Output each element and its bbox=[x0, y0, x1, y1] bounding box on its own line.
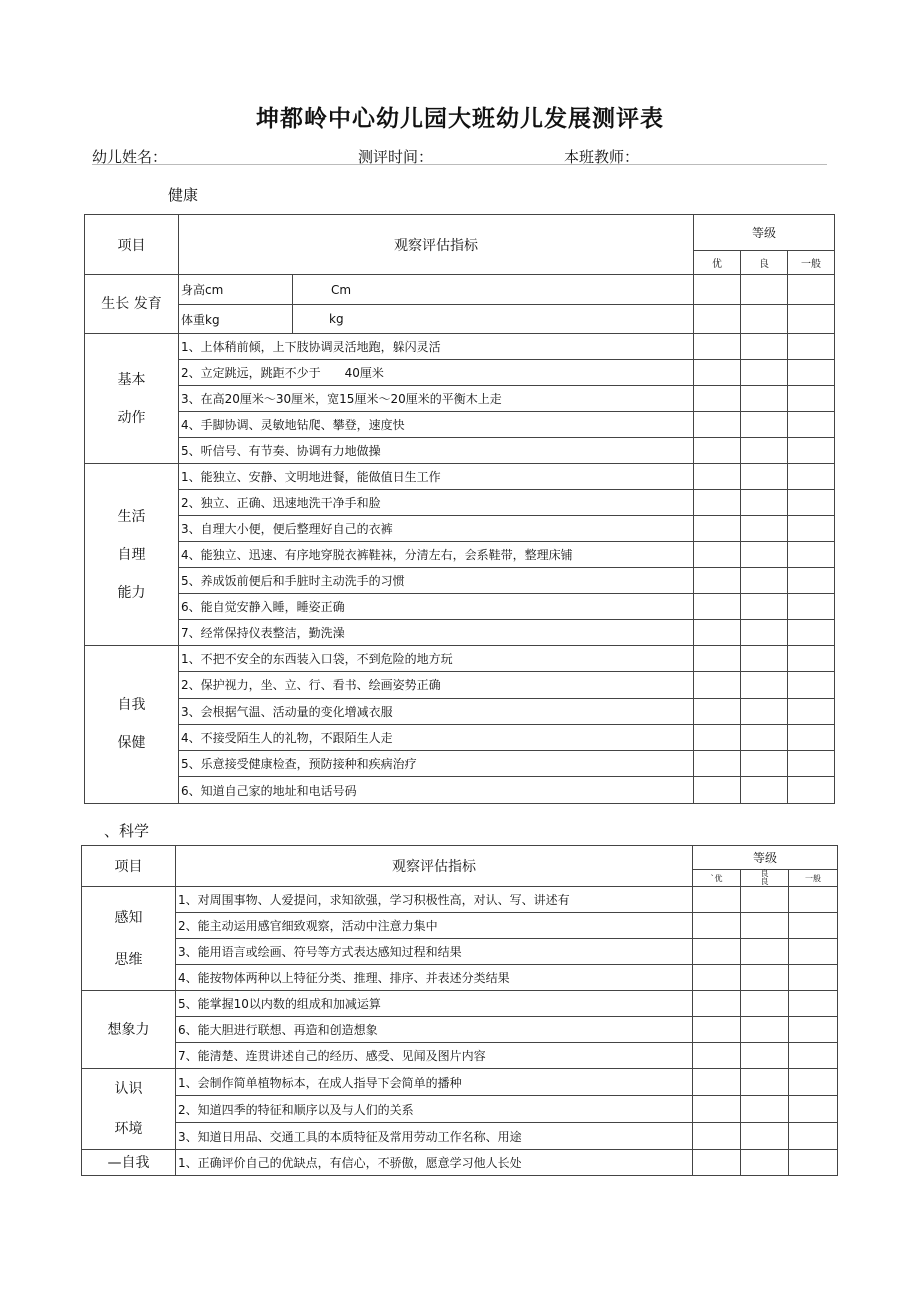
child-name-label: 幼儿姓名： bbox=[92, 148, 168, 166]
category-label: 生活 bbox=[117, 508, 146, 525]
grade-cell[interactable] bbox=[741, 594, 788, 620]
grade-cell[interactable] bbox=[741, 305, 788, 334]
grade-excellent: `优 bbox=[693, 870, 741, 887]
grade-cell[interactable] bbox=[741, 913, 789, 939]
grade-cell[interactable] bbox=[694, 620, 741, 646]
grade-cell[interactable] bbox=[694, 305, 741, 334]
grade-cell[interactable] bbox=[694, 438, 741, 464]
grade-cell[interactable] bbox=[693, 1096, 741, 1123]
grade-cell[interactable] bbox=[788, 516, 835, 542]
category-label: 认识 bbox=[114, 1081, 143, 1097]
grade-cell[interactable] bbox=[741, 464, 788, 490]
weight-unit: kg bbox=[293, 305, 694, 334]
grade-cell[interactable] bbox=[788, 360, 835, 386]
category-cell bbox=[82, 1150, 176, 1176]
indicator-text: 6、能大胆进行联想、再造和创造想象 bbox=[176, 1017, 693, 1043]
indicator-text: 1、上体稍前倾，上下肢协调灵活地跑，躲闪灵活 bbox=[179, 334, 694, 360]
indicator-text: 7、经常保持仪表整洁，勤洗澡 bbox=[179, 620, 694, 646]
grade-cell[interactable] bbox=[741, 542, 788, 568]
grade-cell[interactable] bbox=[741, 698, 788, 724]
grade-cell[interactable] bbox=[741, 777, 788, 803]
grade-cell[interactable] bbox=[789, 1069, 838, 1096]
height-unit: Cm bbox=[293, 275, 694, 305]
grade-cell[interactable] bbox=[694, 777, 741, 803]
category-label: 自我 bbox=[117, 697, 146, 714]
grade-cell[interactable] bbox=[741, 751, 788, 777]
grade-cell[interactable] bbox=[694, 542, 741, 568]
grade-cell[interactable] bbox=[741, 412, 788, 438]
indicator-text: 5、能掌握10以内数的组成和加减运算 bbox=[176, 991, 693, 1017]
grade-cell[interactable] bbox=[694, 360, 741, 386]
grade-cell[interactable] bbox=[788, 464, 835, 490]
indicator-text: 2、保护视力，坐、立、行、看书、绘画姿势正确 bbox=[179, 672, 694, 698]
indicator-text: 5、听信号、有节奏、协调有力地做操 bbox=[179, 438, 694, 464]
grade-cell[interactable] bbox=[694, 412, 741, 438]
indicator-text: 2、独立、正确、迅速地洗干净手和脸 bbox=[179, 490, 694, 516]
indicator-text: 2、能主动运用感官细致观察，活动中注意力集中 bbox=[176, 913, 693, 939]
indicator-text: 1、对周围事物、人爱提问，求知欲强，学习积极性高，对认、写、讲述有 bbox=[176, 887, 693, 913]
evaluation-time-label: 测评时间： bbox=[358, 148, 434, 166]
indicator-text: 4、不接受陌生人的礼物，不跟陌生人走 bbox=[179, 724, 694, 750]
category-label: 保健 bbox=[117, 735, 146, 752]
grade-cell[interactable] bbox=[693, 939, 741, 965]
grade-cell[interactable] bbox=[741, 334, 788, 360]
header-grade: 等级 bbox=[694, 215, 835, 251]
grade-cell[interactable] bbox=[694, 334, 741, 360]
grade-cell[interactable] bbox=[694, 386, 741, 412]
category-cell bbox=[82, 887, 176, 991]
header-item: 项目 bbox=[85, 215, 179, 275]
indicator-text: 3、会根据气温、活动量的变化增减衣服 bbox=[179, 698, 694, 724]
indicator-text: 2、知道四季的特征和顺序以及与人们的关系 bbox=[176, 1096, 693, 1123]
grade-cell[interactable] bbox=[741, 1043, 789, 1069]
grade-cell[interactable] bbox=[788, 386, 835, 412]
info-line bbox=[92, 146, 827, 165]
grade-cell[interactable] bbox=[788, 646, 835, 672]
grade-cell[interactable] bbox=[741, 965, 789, 991]
grade-cell[interactable] bbox=[741, 991, 789, 1017]
grade-excellent: 优 bbox=[694, 251, 741, 275]
grade-cell[interactable] bbox=[694, 568, 741, 594]
grade-cell[interactable] bbox=[694, 490, 741, 516]
grade-cell[interactable] bbox=[741, 939, 789, 965]
category-label: 能力 bbox=[117, 584, 146, 601]
grade-cell[interactable] bbox=[789, 1043, 838, 1069]
grade-cell[interactable] bbox=[741, 672, 788, 698]
grade-cell[interactable] bbox=[741, 620, 788, 646]
grade-average: 一般 bbox=[789, 870, 838, 887]
grade-cell[interactable] bbox=[789, 991, 838, 1017]
category-label: 自理 bbox=[117, 546, 146, 563]
grade-cell[interactable] bbox=[741, 1096, 789, 1123]
grade-cell[interactable] bbox=[788, 542, 835, 568]
grade-cell[interactable] bbox=[788, 490, 835, 516]
grade-cell[interactable] bbox=[788, 568, 835, 594]
grade-cell[interactable] bbox=[694, 594, 741, 620]
grade-cell[interactable] bbox=[788, 334, 835, 360]
grade-cell[interactable] bbox=[788, 751, 835, 777]
grade-cell[interactable] bbox=[694, 464, 741, 490]
grade-cell[interactable] bbox=[789, 939, 838, 965]
grade-cell[interactable] bbox=[788, 672, 835, 698]
grade-cell[interactable] bbox=[693, 913, 741, 939]
grade-cell[interactable] bbox=[693, 1017, 741, 1043]
indicator-text: 2、立定跳远，跳距不少于 40厘米 bbox=[179, 360, 694, 386]
header-indicator: 观察评估指标 bbox=[179, 215, 694, 275]
indicator-text: 6、能自觉安静入睡，睡姿正确 bbox=[179, 594, 694, 620]
science-section-title: 、科学 bbox=[104, 822, 150, 840]
grade-cell[interactable] bbox=[788, 698, 835, 724]
grade-cell[interactable] bbox=[741, 1069, 789, 1096]
category-label: —自我 bbox=[107, 1154, 150, 1171]
grade-cell[interactable] bbox=[789, 1096, 838, 1123]
grade-cell[interactable] bbox=[789, 887, 838, 913]
header-grade: 等级 bbox=[693, 846, 838, 870]
grade-cell[interactable] bbox=[741, 386, 788, 412]
grade-cell[interactable] bbox=[789, 1150, 838, 1176]
indicator-text: 3、自理大小便，便后整理好自己的衣裤 bbox=[179, 516, 694, 542]
grade-cell[interactable] bbox=[741, 275, 788, 305]
grade-cell[interactable] bbox=[694, 275, 741, 305]
category-label: 感知 bbox=[114, 909, 143, 926]
grade-cell[interactable] bbox=[693, 965, 741, 991]
indicator-text: 4、能独立、迅速、有序地穿脱衣裤鞋袜，分清左右，会系鞋带，整理床铺 bbox=[179, 542, 694, 568]
grade-cell[interactable] bbox=[693, 991, 741, 1017]
grade-cell[interactable] bbox=[741, 1017, 789, 1043]
indicator-text: 1、正确评价自己的优缺点，有信心，不骄傲，愿意学习他人长处 bbox=[176, 1150, 693, 1176]
grade-cell[interactable] bbox=[741, 360, 788, 386]
grade-cell[interactable] bbox=[741, 646, 788, 672]
grade-cell[interactable] bbox=[788, 305, 835, 334]
grade-cell[interactable] bbox=[789, 913, 838, 939]
grade-cell[interactable] bbox=[788, 620, 835, 646]
category-label: 想象力 bbox=[107, 1021, 150, 1038]
teacher-label: 本班教师： bbox=[564, 148, 640, 166]
grade-good: 良 bbox=[741, 251, 788, 275]
grade-cell[interactable] bbox=[693, 1123, 741, 1150]
grade-cell[interactable] bbox=[741, 1123, 789, 1150]
grade-cell[interactable] bbox=[694, 698, 741, 724]
grade-cell[interactable] bbox=[788, 594, 835, 620]
header-item: 项目 bbox=[82, 846, 176, 887]
indicator-text: 5、乐意接受健康检查，预防接种和疾病治疗 bbox=[179, 751, 694, 777]
category-cell bbox=[85, 646, 179, 804]
indicator-text: 3、知道日用品、交通工具的本质特征及常用劳动工作名称、用途 bbox=[176, 1123, 693, 1150]
category-cell bbox=[85, 464, 179, 646]
grade-cell[interactable] bbox=[788, 724, 835, 750]
grade-cell[interactable] bbox=[693, 1150, 741, 1176]
indicator-text: 1、能独立、安静、文明地进餐，能做值日生工作 bbox=[179, 464, 694, 490]
health-table bbox=[84, 214, 835, 804]
indicator-text: 7、能清楚、连贯讲述自己的经历、感受、见闻及图片内容 bbox=[176, 1043, 693, 1069]
category-cell bbox=[82, 1069, 176, 1150]
grade-cell[interactable] bbox=[788, 438, 835, 464]
grade-cell[interactable] bbox=[741, 490, 788, 516]
grade-cell[interactable] bbox=[741, 438, 788, 464]
grade-cell[interactable] bbox=[694, 672, 741, 698]
header-indicator: 观察评估指标 bbox=[176, 846, 693, 887]
category-cell bbox=[82, 991, 176, 1069]
height-label: 身高cm bbox=[179, 275, 293, 305]
grade-average: 一般 bbox=[788, 251, 835, 275]
grade-cell[interactable] bbox=[741, 516, 788, 542]
indicator-text: 6、知道自己家的地址和电话号码 bbox=[179, 777, 694, 803]
grade-cell[interactable] bbox=[694, 751, 741, 777]
grade-cell[interactable] bbox=[789, 1123, 838, 1150]
indicator-text: 4、手脚协调、灵敏地钻爬、攀登，速度快 bbox=[179, 412, 694, 438]
category-cell bbox=[85, 334, 179, 464]
grade-cell[interactable] bbox=[694, 516, 741, 542]
grade-cell[interactable] bbox=[741, 1150, 789, 1176]
category-label: 基本 bbox=[117, 371, 146, 388]
indicator-text: 3、在高20厘米～30厘米，宽15厘米～20厘米的平衡木上走 bbox=[179, 386, 694, 412]
indicator-text: 1、会制作简单植物标本，在成人指导下会简单的播种 bbox=[176, 1069, 693, 1096]
grade-good: 良 良 bbox=[741, 870, 789, 887]
indicator-text: 4、能按物体两种以上特征分类、推理、排序、并表述分类结果 bbox=[176, 965, 693, 991]
grade-cell[interactable] bbox=[693, 887, 741, 913]
grade-cell[interactable] bbox=[741, 724, 788, 750]
grade-cell[interactable] bbox=[789, 965, 838, 991]
health-section-title: 健康 bbox=[168, 186, 199, 204]
indicator-text: 5、养成饭前便后和手脏时主动洗手的习惯 bbox=[179, 568, 694, 594]
grade-cell[interactable] bbox=[694, 724, 741, 750]
grade-cell[interactable] bbox=[788, 275, 835, 305]
science-table bbox=[81, 845, 838, 1176]
grade-cell[interactable] bbox=[789, 1017, 838, 1043]
page-title: 坤都岭中心幼儿园大班幼儿发展测评表 bbox=[256, 106, 664, 132]
category-label: 环境 bbox=[114, 1121, 143, 1137]
indicator-text: 1、不把不安全的东西装入口袋，不到危险的地方玩 bbox=[179, 646, 694, 672]
category-growth: 生长 发育 bbox=[85, 275, 179, 334]
grade-cell[interactable] bbox=[694, 646, 741, 672]
grade-cell[interactable] bbox=[693, 1043, 741, 1069]
grade-cell[interactable] bbox=[693, 1069, 741, 1096]
grade-cell[interactable] bbox=[741, 568, 788, 594]
grade-cell[interactable] bbox=[788, 412, 835, 438]
category-label: 动作 bbox=[117, 409, 146, 426]
grade-cell[interactable] bbox=[741, 887, 789, 913]
category-label: 思维 bbox=[114, 951, 143, 968]
weight-label: 体重kg bbox=[179, 305, 293, 334]
indicator-text: 3、能用语言或绘画、符号等方式表达感知过程和结果 bbox=[176, 939, 693, 965]
grade-cell[interactable] bbox=[788, 777, 835, 803]
